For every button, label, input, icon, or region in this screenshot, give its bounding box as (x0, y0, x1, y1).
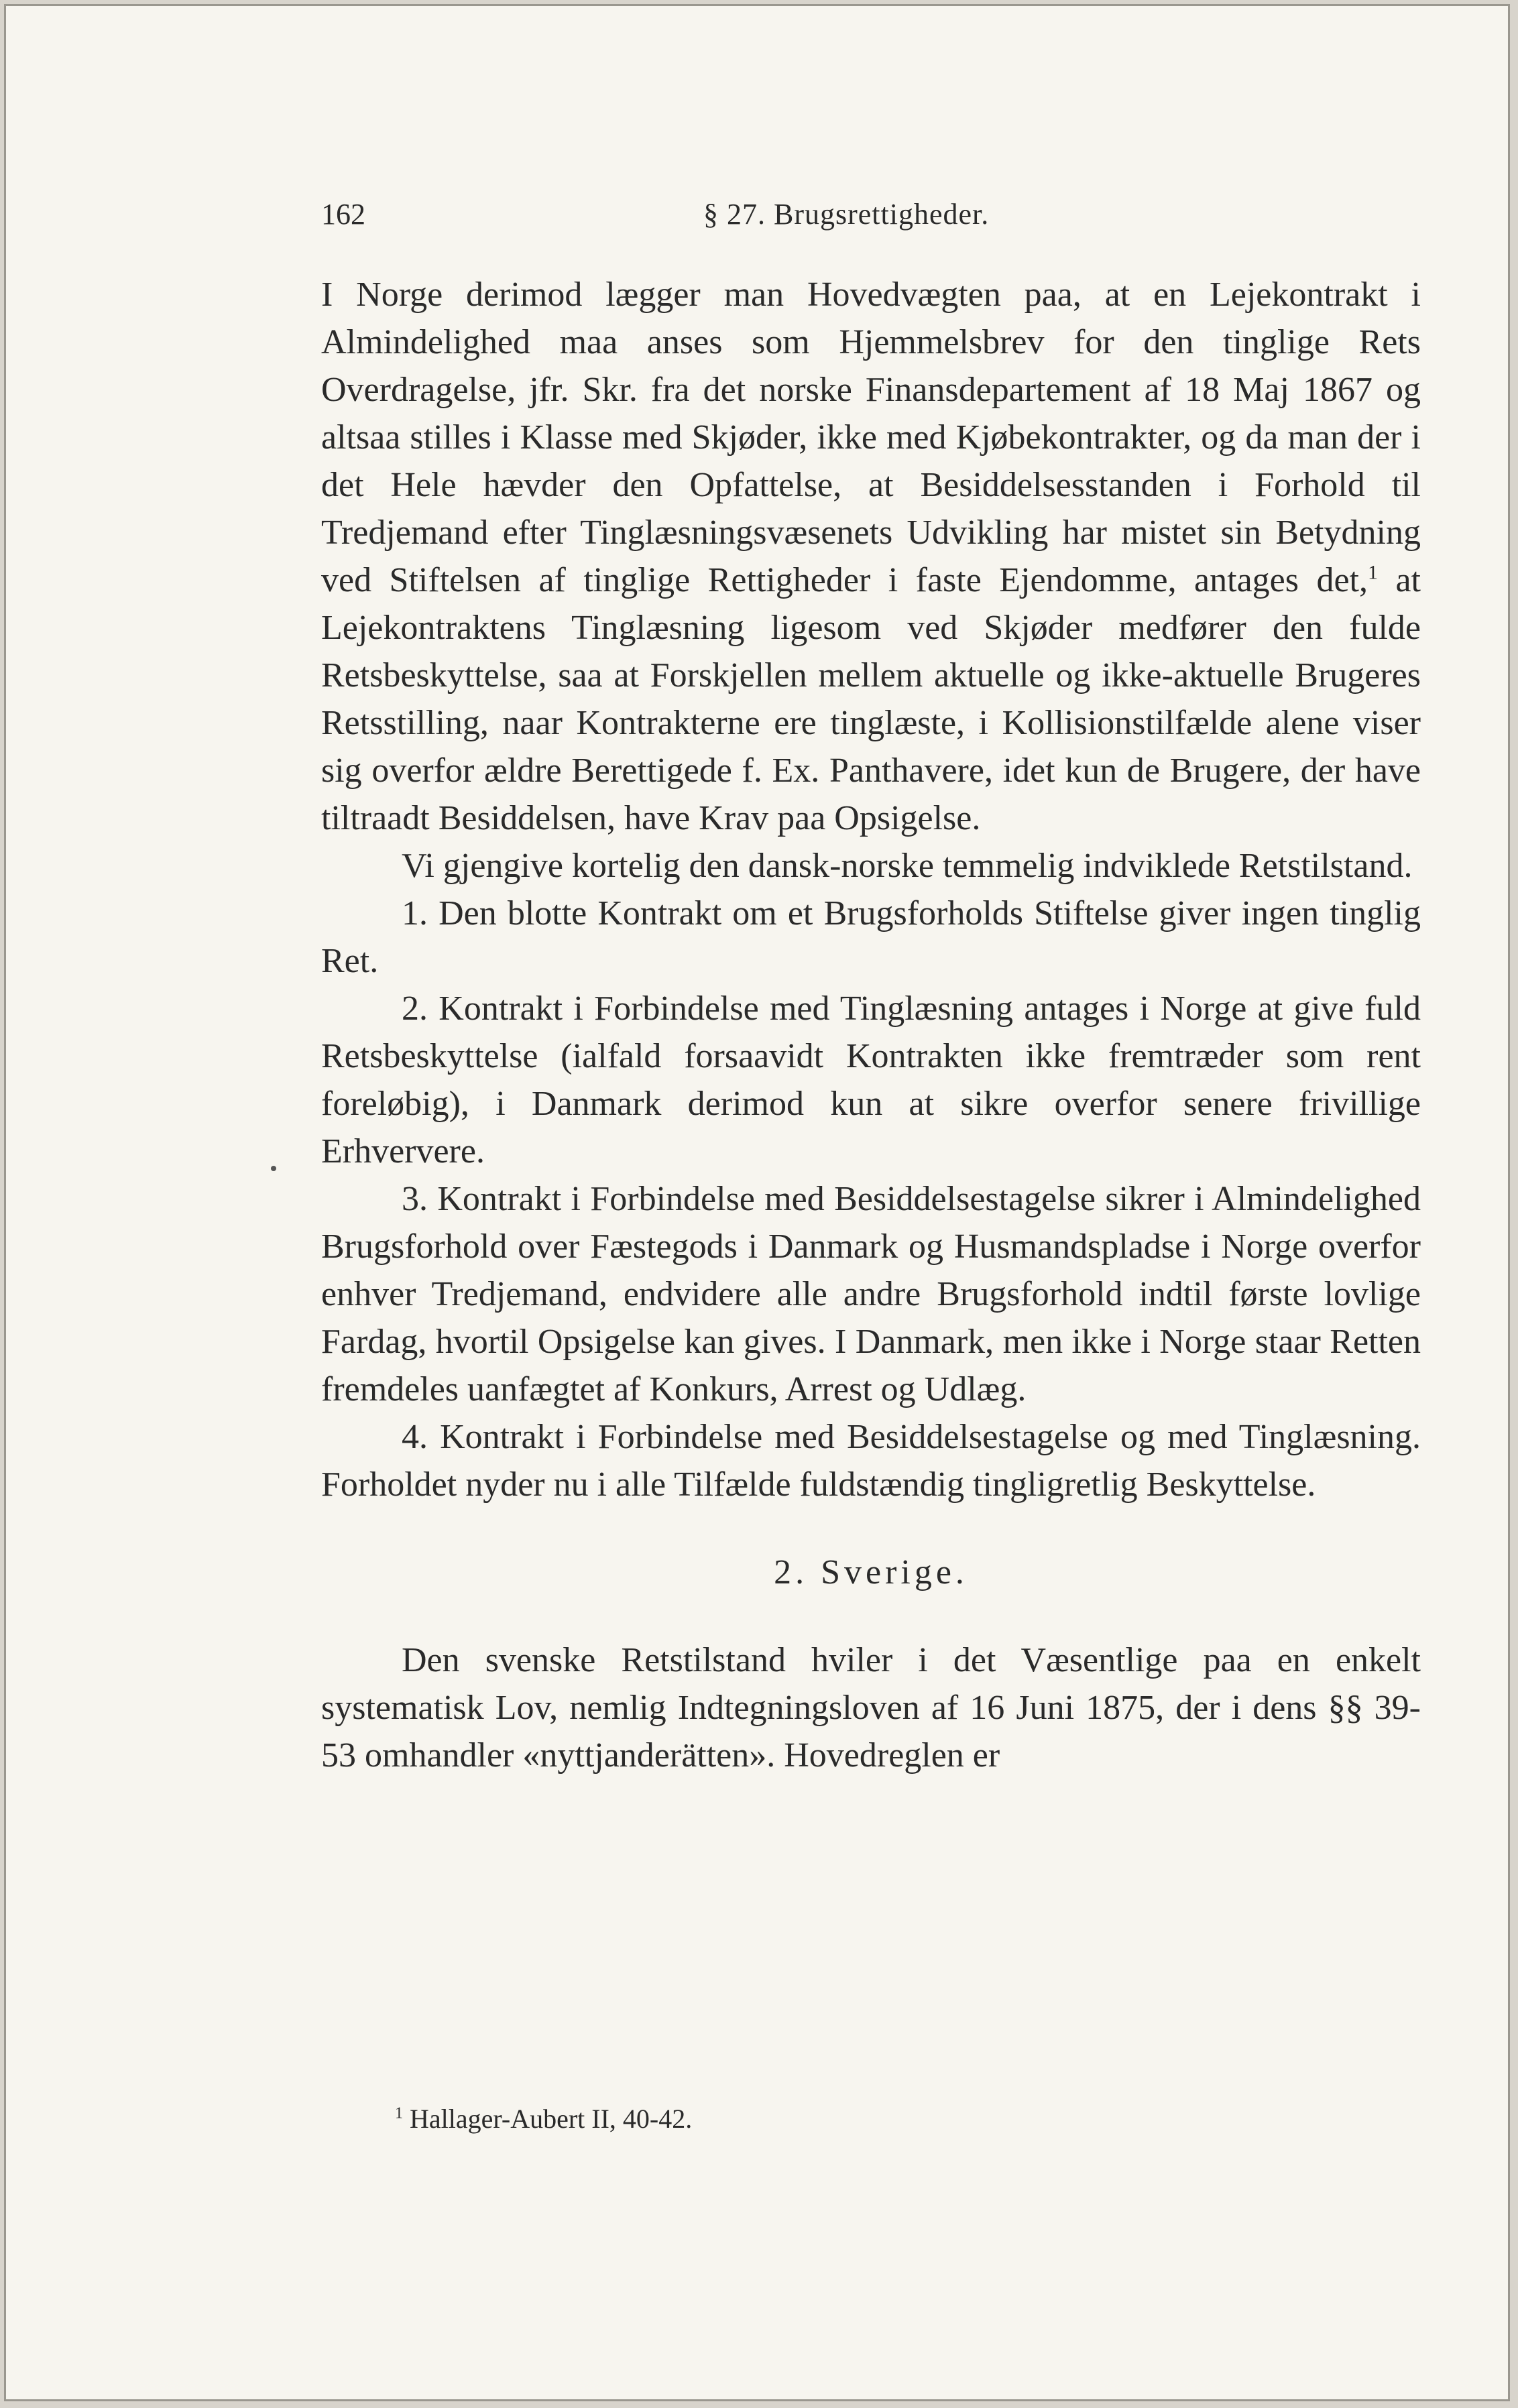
paragraph-item-2: 2. Kontrakt i Forbindelse med Tinglæsning antages i Norge at give fuld Retsbeskyttelse (ialfald forsaavidt Kontrakten ikke fremtræder som rent foreløbig), i Danmark derimod kun at sikre overfor senere frivillige Erhververe. (321, 989, 1421, 1170)
paragraph-norway (321, 271, 1421, 842)
ink-speck (271, 1166, 276, 1171)
page-number: 162 (321, 198, 365, 231)
paragraph-norway-part2: at Lejekontraktens Tinglæsning ligesom ved Skjøder medfører den fulde Retsbeskyttelse, saa at Forskjellen mellem aktuelle og ikke-aktuelle Brugeres Retsstilling, naar Kontrakterne ere tinglæste, i Kollisionstilfælde alene viser sig overfor ældre Berettigede f. Ex. Panthavere, idet kun de Brugere, der have tiltraadt Besiddelsen, have Krav paa Opsigelse. (321, 561, 1421, 837)
page-header (321, 197, 1166, 237)
body-text (321, 271, 1421, 1779)
paragraph-item-1: 1. Den blotte Kontrakt om et Brugsforholds Stiftelse giver ingen tinglig Ret. (321, 894, 1421, 980)
paragraph-item-3: 3. Kontrakt i Forbindelse med Besiddelsestagelse sikrer i Almindelighed Brugsforhold over Fæstegods i Danmark og Husmandspladse i Norge overfor enhver Tredjemand, endvidere alle andre Brugsforhold indtil første lovlige Fardag, hvortil Opsigelse kan gives. I Danmark, men ikke i Norge staar Retten fremdeles uanfægtet af Konkurs, Arrest og Udlæg. (321, 1180, 1421, 1408)
footnote-marker: 1 (395, 2104, 403, 2122)
paragraph-summary-intro: Vi gjengive kortelig den dansk-norske temmelig indviklede Retstilstand. (402, 847, 1413, 885)
footnote (395, 2103, 692, 2134)
section-heading: 2. Sverige. (774, 1553, 968, 1591)
book-page (4, 4, 1510, 2401)
footnote-text: Hallager-Aubert II, 40-42. (403, 2104, 693, 2134)
paragraph-item-4: 4. Kontrakt i Forbindelse med Besiddelsestagelse og med Tinglæsning. Forholdet nyder nu i alle Tilfælde fuldstændig tingligretlig Beskyttelse. (321, 1418, 1421, 1504)
running-head: § 27. Brugsrettigheder. (703, 198, 990, 231)
paragraph-norway-part1: I Norge derimod lægger man Hovedvægten paa, at en Lejekontrakt i Almindelighed maa anses som Hjemmelsbrev for den tinglige Rets Overdragelse, jfr. Skr. fra det norske Finansdepartement af 18 Maj 1867 og altsaa stilles i Klasse med Skjøder, ikke med Kjøbekontrakter, og da man der i det Hele hævder den Opfattelse, at Besiddelsesstanden i Forhold til Tredjemand efter Tinglæsningsvæsenets Udvikling har mistet sin Betydning ved Stiftelsen af tinglige Rettigheder i faste Ejendomme, antages det, (321, 276, 1421, 599)
footnote-reference: 1 (1367, 561, 1378, 584)
paragraph-sweden: Den svenske Retstilstand hviler i det Væsentlige paa en enkelt systematisk Lov, nemlig Indtegningsloven af 16 Juni 1875, der i dens §§ 39-53 omhandler «nyttjanderätten». Hovedreglen er (321, 1641, 1421, 1774)
